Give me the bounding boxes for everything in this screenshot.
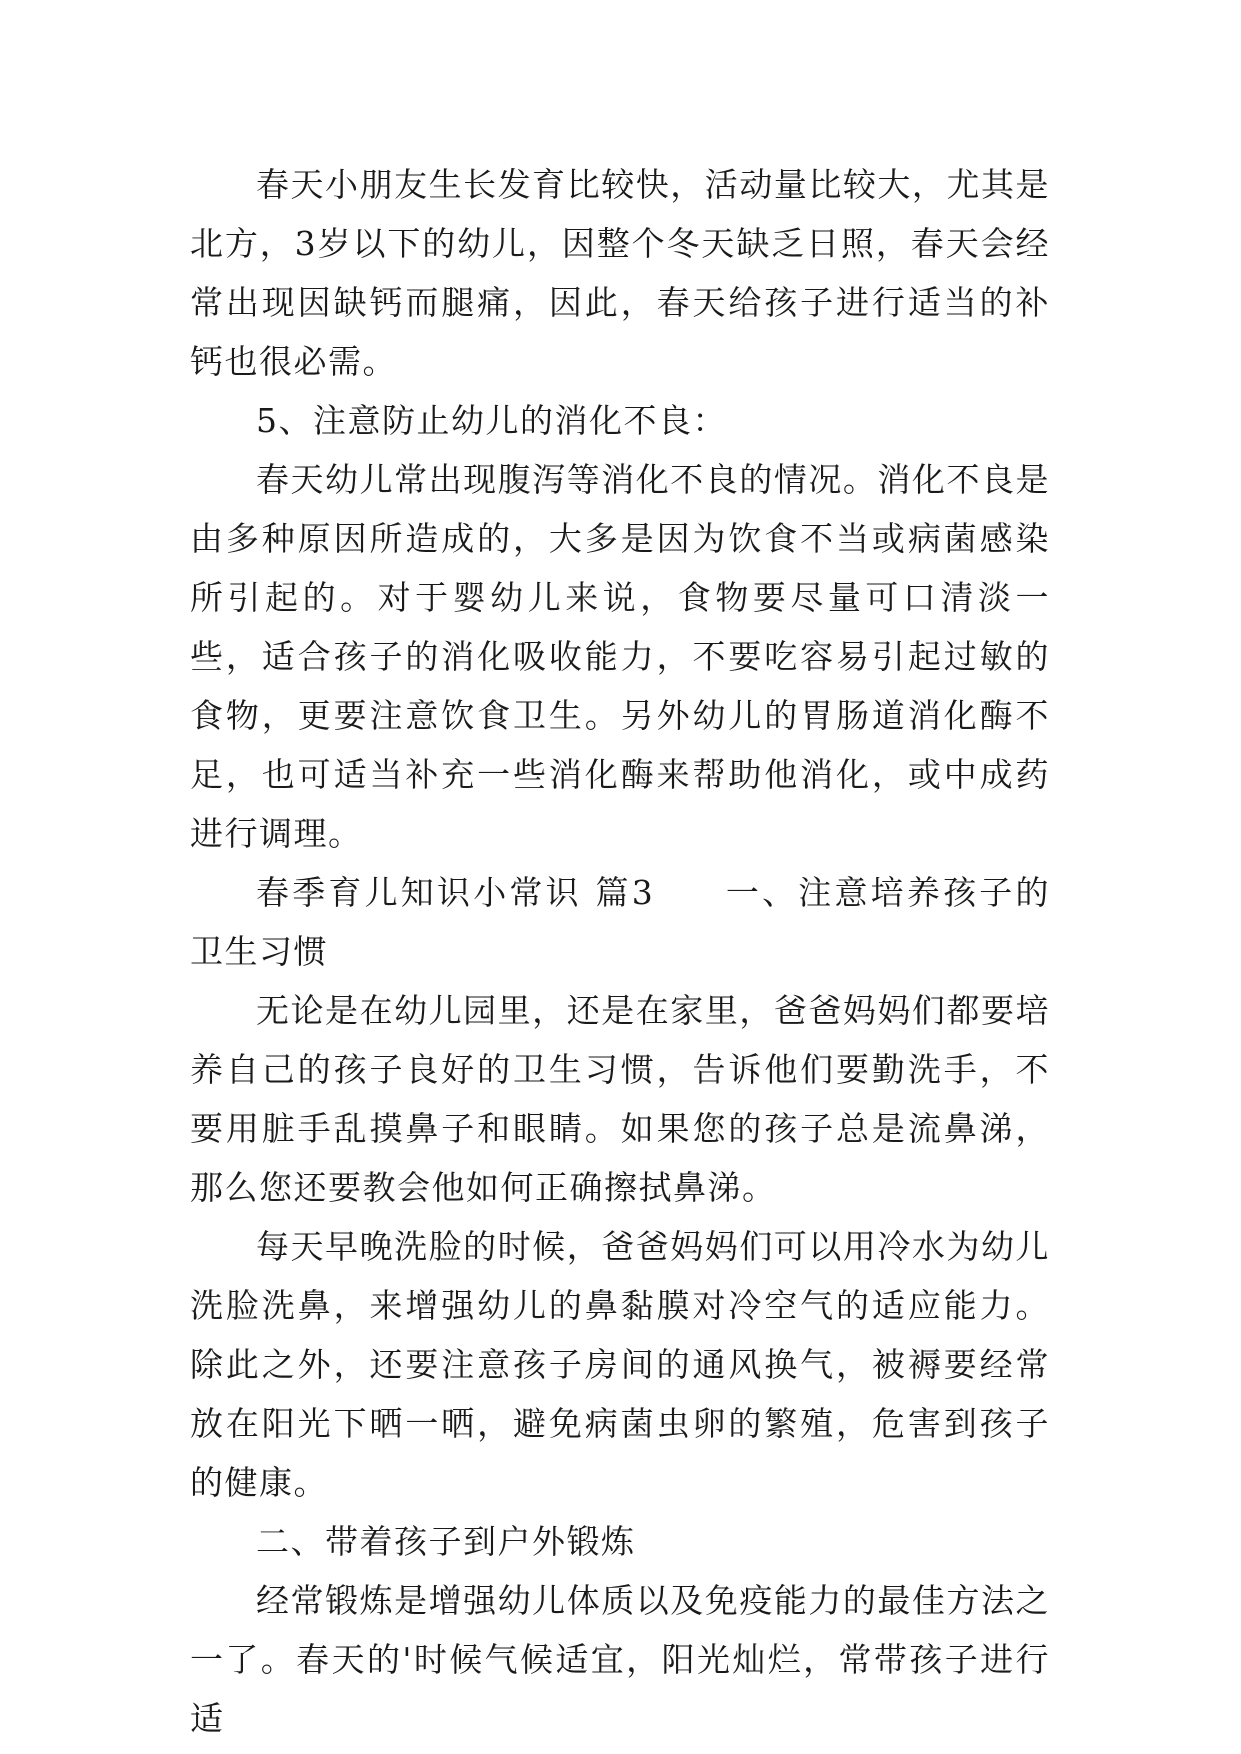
- heading-hygiene: 一、注意培养孩子的卫生习惯: [190, 873, 1050, 971]
- paragraph-digestion: 春天幼儿常出现腹泻等消化不良的情况。消化不良是由多种原因所造成的，大多是因为饮食不当或病菌感染所引起的。对于婴幼儿来说，食物要尽量可口清淡一些，适合孩子的消化吸收能力，不要吃容易引起过敏的食物，更要注意饮食卫生。另外幼儿的胃肠道消化酶不足，也可适当补充一些消化酶来帮助他消化，或中成药进行调理。: [190, 460, 1050, 853]
- section-title: 春季育儿知识小常识 篇3: [256, 873, 655, 912]
- paragraph-calcium: 春天小朋友生长发育比较快，活动量比较大，尤其是北方，3岁以下的幼儿，因整个冬天缺乏日照，春天会经常出现因缺钙而腿痛，因此，春天给孩子进行适当的补钙也很必需。: [190, 165, 1050, 381]
- paragraph-face-washing: 每天早晚洗脸的时候，爸爸妈妈们可以用冷水为幼儿洗脸洗鼻，来增强幼儿的鼻黏膜对冷空气的适应能力。除此之外，还要注意孩子房间的通风换气，被褥要经常放在阳光下晒一晒，避免病菌虫卵的繁殖，危害到孩子的健康。: [190, 1227, 1050, 1502]
- heading-outdoor-exercise: 二、带着孩子到户外锻炼: [256, 1522, 636, 1561]
- paragraph-hygiene: 无论是在幼儿园里，还是在家里，爸爸妈妈们都要培养自己的孩子良好的卫生习惯，告诉他们要勤洗手，不要用脏手乱摸鼻子和眼睛。如果您的孩子总是流鼻涕，那么您还要教会他如何正确擦拭鼻涕。: [190, 991, 1050, 1207]
- paragraph-exercise: 经常锻炼是增强幼儿体质以及免疫能力的最佳方法之一了。春天的'时候气候适宜，阳光灿烂，常带孩子进行适: [190, 1581, 1050, 1738]
- document-body: [190, 155, 1050, 1748]
- section-title-line: [190, 863, 1050, 981]
- heading-digestion: 5、注意防止幼儿的消化不良：: [256, 401, 727, 440]
